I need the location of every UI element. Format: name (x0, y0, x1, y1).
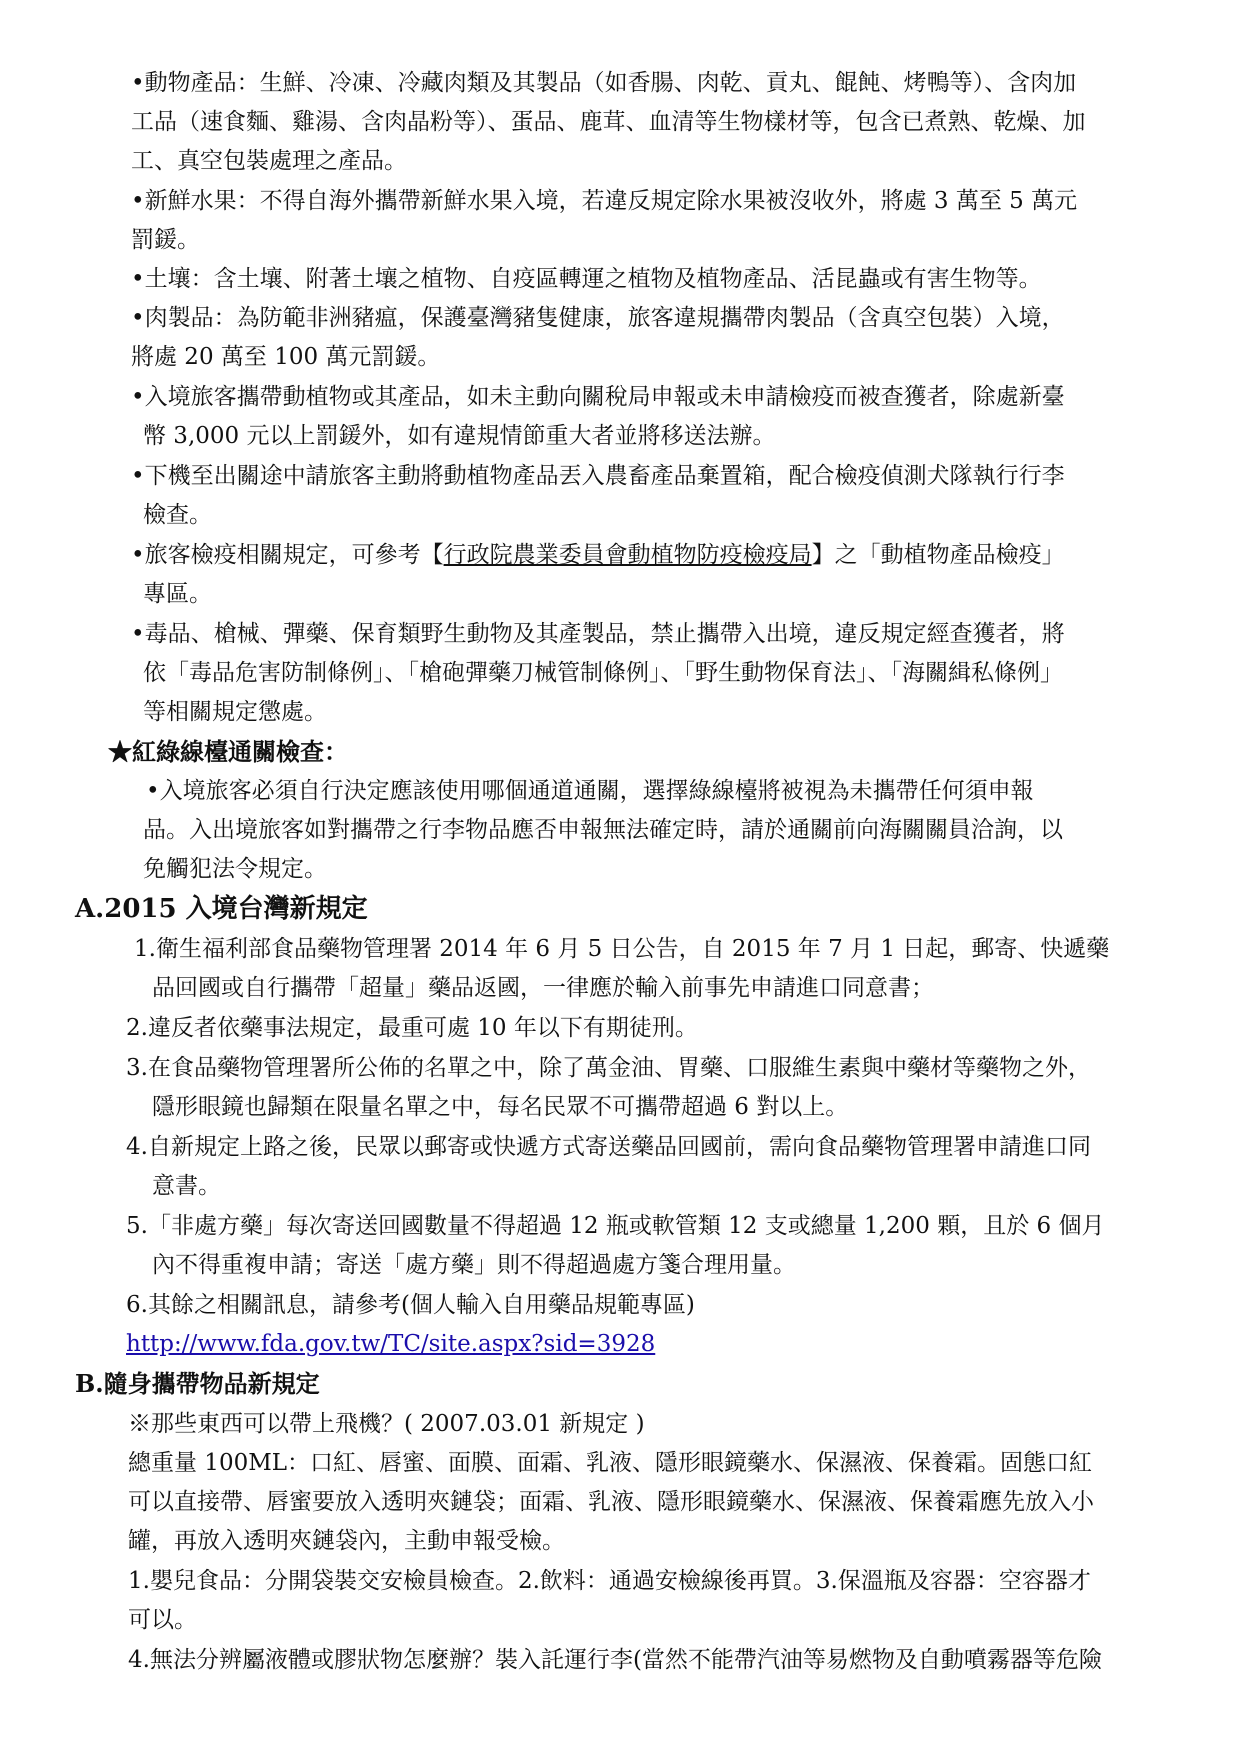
animal-products-line-3: 工、真空包裝處理之產品。 (131, 148, 407, 174)
red-green-lane-line-2: 品。入出境旅客如對攜帶之行李物品應否申報無法確定時，請於通關前向海關關員洽詢，以 (143, 817, 1063, 843)
section-a-item-6: 6.其餘之相關訊息，請參考(個人輸入自用藥品規範專區) (126, 1292, 695, 1318)
quarantine-bureau-link[interactable]: 行政院農業委員會動植物防疫檢疫局 (443, 542, 812, 568)
red-green-lane-heading: ★紅綠線檯通關檢查： (108, 737, 348, 766)
section-a-item-4-line-2: 意書。 (152, 1173, 221, 1199)
section-a-item-5-line-1: 5.「非處方藥」每次寄送回國數量不得超過 12 瓶或軟管類 12 支或總量 1,200 顆，且於 6 個月 (126, 1213, 1105, 1239)
fda-link[interactable]: http://www.fda.gov.tw/TC/site.aspx?sid=3928 (126, 1331, 656, 1357)
soil-line-1: •土壤：含土壤、附著土壤之植物、自疫區轉運之植物及植物產品、活昆蟲或有害生物等。 (131, 266, 1042, 292)
meat-products-line-2: 將處 20 萬至 100 萬元罰鍰。 (131, 344, 441, 370)
fda-link-line (126, 1329, 655, 1359)
section-b-question: ※那些東西可以帶上飛機？( 2007.03.01 新規定 ) (128, 1411, 645, 1437)
section-a-item-1-line-1: 1.衛生福利部食品藥物管理署 2014 年 6 月 5 日公告，自 2015 年 7 月 1 日起，郵寄、快遞藥 (134, 936, 1110, 962)
fresh-fruit-line-2: 罰鍰。 (131, 227, 200, 253)
red-green-lane-line-1: •入境旅客必須自行決定應該使用哪個通道通關，選擇綠線檯將被視為未攜帶任何須申報 (146, 778, 1034, 804)
section-a-item-2: 2.違反者依藥事法規定，最重可處 10 年以下有期徒刑。 (126, 1015, 698, 1041)
red-green-lane-line-3: 免觸犯法令規定。 (143, 856, 327, 882)
quarantine-rules-line-1 (131, 540, 1065, 570)
prohibited-items-line-1: •毒品、槍械、彈藥、保育類野生動物及其產製品，禁止攜帶入出境，違反規定經查獲者，將 (131, 621, 1065, 647)
meat-products-line-1: •肉製品：為防範非洲豬瘟，保護臺灣豬隻健康，旅客違規攜帶肉製品（含真空包裝）入境， (131, 305, 1065, 331)
quarantine-rules-line-2: 專區。 (143, 581, 212, 607)
disposal-bin-line-2: 檢查。 (143, 502, 212, 528)
prohibited-items-line-2: 依「毒品危害防制條例」、「槍砲彈藥刀械管制條例」、「野生動物保育法」、「海關緝私條例」 (143, 660, 1063, 686)
declaration-line-2: 幣 3,000 元以上罰鍰外，如有違規情節重大者並將移送法辦。 (143, 423, 776, 449)
quarantine-rules-prefix: •旅客檢疫相關規定，可參考【 (131, 542, 444, 568)
section-a-item-3-line-1: 3.在食品藥物管理署所公佈的名單之中，除了萬金油、胃藥、口服維生素與中藥材等藥物之外， (126, 1055, 1091, 1081)
section-b-item-4: 4.無法分辨屬液體或膠狀物怎麼辦？裝入託運行李(當然不能帶汽油等易燃物及自動噴霧器等危險 (128, 1647, 1102, 1673)
section-b-paragraph-line-3: 罐，再放入透明夾鏈袋內，主動申報受檢。 (128, 1528, 565, 1554)
prohibited-items-line-3: 等相關規定懲處。 (143, 699, 327, 725)
quarantine-rules-suffix: 】之「動植物產品檢疫」 (811, 542, 1065, 568)
section-b-paragraph-line-1: 總重量 100ML：口紅、唇蜜、面膜、面霜、乳液、隱形眼鏡藥水、保濕液、保養霜。固態口紅 (128, 1450, 1093, 1476)
section-b-heading: B.隨身攜帶物品新規定 (75, 1369, 320, 1398)
section-a-item-1-line-2: 品回國或自行攜帶「超量」藥品返國，一律應於輸入前事先申請進口同意書； (152, 975, 934, 1001)
section-a-heading: A.2015 入境台灣新規定 (75, 894, 368, 924)
section-b-items-line-2: 可以。 (128, 1607, 197, 1633)
animal-products-line-2: 工品（速食麵、雞湯、含肉晶粉等）、蛋品、鹿茸、血清等生物樣材等，包含已煮熟、乾燥、加 (131, 109, 1086, 135)
section-a-item-4-line-1: 4.自新規定上路之後，民眾以郵寄或快遞方式寄送藥品回國前，需向食品藥物管理署申請進口同 (126, 1134, 1091, 1160)
disposal-bin-line-1: •下機至出關途中請旅客主動將動植物產品丟入農畜產品棄置箱，配合檢疫偵測犬隊執行行李 (131, 463, 1065, 489)
declaration-line-1: •入境旅客攜帶動植物或其產品，如未主動向關稅局申報或未申請檢疫而被查獲者，除處新臺 (131, 384, 1065, 410)
section-b-items-line-1: 1.嬰兒食品：分開袋裝交安檢員檢查。2.飲料：通過安檢線後再買。3.保溫瓶及容器：空容器才 (128, 1568, 1091, 1594)
section-a-item-3-line-2: 隱形眼鏡也歸類在限量名單之中，每名民眾不可攜帶超過 6 對以上。 (152, 1094, 849, 1120)
section-b-paragraph-line-2: 可以直接帶、唇蜜要放入透明夾鏈袋；面霜、乳液、隱形眼鏡藥水、保濕液、保養霜應先放入小 (128, 1489, 1094, 1515)
section-a-item-5-line-2: 內不得重複申請；寄送「處方藥」則不得超過處方箋合理用量。 (152, 1252, 796, 1278)
animal-products-line-1: •動物產品：生鮮、冷凍、冷藏肉類及其製品（如香腸、肉乾、貢丸、餛飩、烤鴨等）、含肉加 (131, 70, 1077, 96)
fresh-fruit-line-1: •新鮮水果：不得自海外攜帶新鮮水果入境，若違反規定除水果被沒收外，將處 3 萬至 5 萬元 (131, 188, 1078, 214)
